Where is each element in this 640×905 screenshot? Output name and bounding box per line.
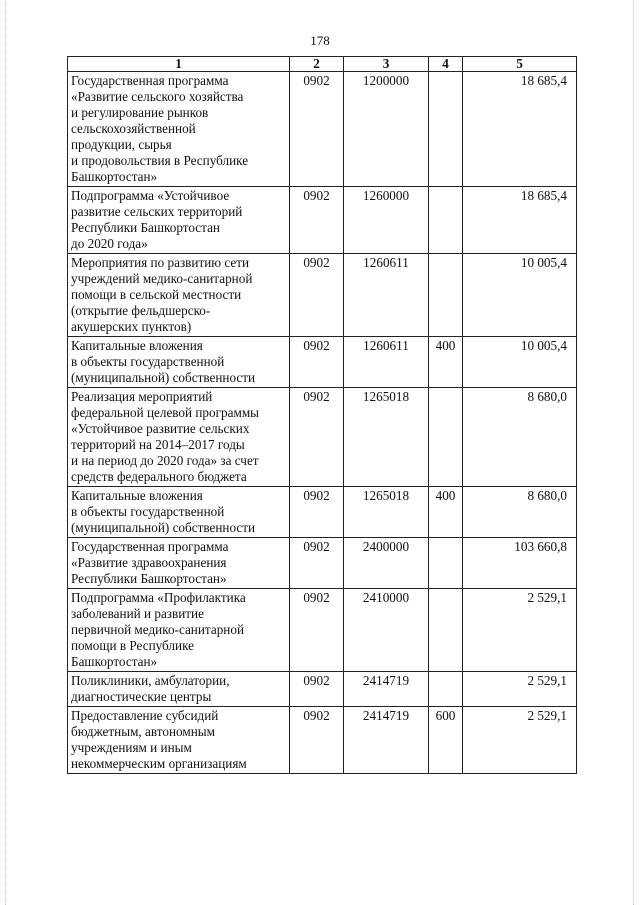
row-name-line: акушерских пунктов) xyxy=(71,319,192,334)
row-type-cell: 600 xyxy=(429,707,463,774)
row-section-cell: 0902 xyxy=(290,707,344,774)
row-name-line: территорий на 2014–2017 годы xyxy=(71,437,245,452)
scan-margin-left xyxy=(5,0,6,905)
row-type-cell xyxy=(429,589,463,672)
row-name-line: Подпрограмма «Устойчивое xyxy=(71,188,230,203)
row-amount-cell: 103 660,8 xyxy=(463,538,577,589)
row-code-cell: 1260000 xyxy=(344,187,429,254)
row-name-cell xyxy=(68,672,290,707)
row-amount-cell: 10 005,4 xyxy=(463,337,577,388)
row-amount-cell: 2 529,1 xyxy=(463,672,577,707)
row-type-cell xyxy=(429,538,463,589)
header-col-3: 3 xyxy=(344,57,429,72)
row-type-cell: 400 xyxy=(429,337,463,388)
row-name-line: (муниципальной) собственности xyxy=(71,520,256,535)
row-name-line: Реализация мероприятий xyxy=(71,389,213,404)
table-row xyxy=(68,187,577,254)
row-name-line: (муниципальной) собственности xyxy=(71,370,256,385)
row-name-cell xyxy=(68,538,290,589)
row-name-cell xyxy=(68,72,290,187)
header-col-5: 5 xyxy=(463,57,577,72)
row-amount-cell: 2 529,1 xyxy=(463,707,577,774)
row-code-cell: 1265018 xyxy=(344,388,429,487)
row-code-cell: 1200000 xyxy=(344,72,429,187)
row-section-cell: 0902 xyxy=(290,337,344,388)
table-row xyxy=(68,538,577,589)
row-section-cell: 0902 xyxy=(290,187,344,254)
row-name-line: диагностические центры xyxy=(71,689,212,704)
row-section-cell: 0902 xyxy=(290,388,344,487)
row-amount-cell: 8 680,0 xyxy=(463,388,577,487)
row-code-cell: 1260611 xyxy=(344,254,429,337)
row-name-line: и продовольствия в Республике xyxy=(71,153,249,168)
row-section-cell: 0902 xyxy=(290,254,344,337)
header-row xyxy=(68,57,577,72)
row-type-cell xyxy=(429,388,463,487)
row-name-line: Капитальные вложения xyxy=(71,488,203,503)
header-col-1: 1 xyxy=(68,57,290,72)
row-name-line: в объекты государственной xyxy=(71,354,225,369)
row-name-cell xyxy=(68,187,290,254)
table-row xyxy=(68,388,577,487)
row-name-line: помощи в сельской местности xyxy=(71,287,242,302)
table-row xyxy=(68,72,577,187)
row-name-line: Предоставление субсидий xyxy=(71,708,219,723)
row-name-line: Государственная программа xyxy=(71,73,229,88)
row-name-line: в объекты государственной xyxy=(71,504,225,519)
row-name-line: Подпрограмма «Профилактика xyxy=(71,590,246,605)
budget-table xyxy=(67,56,577,774)
row-name-line: помощи в Республике xyxy=(71,638,194,653)
table-row xyxy=(68,487,577,538)
row-name-line: учреждениям и иным xyxy=(71,740,192,755)
table-row xyxy=(68,672,577,707)
row-name-line: Башкортостан» xyxy=(71,169,158,184)
row-name-line: Поликлиники, амбулатории, xyxy=(71,673,230,688)
row-amount-cell: 18 685,4 xyxy=(463,72,577,187)
row-type-cell: 400 xyxy=(429,487,463,538)
row-code-cell: 2414719 xyxy=(344,672,429,707)
row-code-cell: 2414719 xyxy=(344,707,429,774)
row-name-cell xyxy=(68,589,290,672)
row-name-line: первичной медико-санитарной xyxy=(71,622,245,637)
row-name-line: и на период до 2020 года» за счет xyxy=(71,453,259,468)
row-amount-cell: 2 529,1 xyxy=(463,589,577,672)
row-name-cell xyxy=(68,487,290,538)
row-section-cell: 0902 xyxy=(290,672,344,707)
row-amount-cell: 18 685,4 xyxy=(463,187,577,254)
row-name-cell xyxy=(68,337,290,388)
table-body xyxy=(68,72,577,774)
row-name-line: Башкортостан» xyxy=(71,654,158,669)
header-col-2: 2 xyxy=(290,57,344,72)
page-number: 178 xyxy=(310,33,330,48)
row-name-cell xyxy=(68,388,290,487)
row-name-cell xyxy=(68,707,290,774)
row-amount-cell: 10 005,4 xyxy=(463,254,577,337)
row-section-cell: 0902 xyxy=(290,538,344,589)
row-name-line: Мероприятия по развитию сети xyxy=(71,255,250,270)
row-type-cell xyxy=(429,672,463,707)
row-code-cell: 2400000 xyxy=(344,538,429,589)
table-row xyxy=(68,254,577,337)
row-name-line: и регулирование рынков xyxy=(71,105,209,120)
row-name-line: продукции, сырья xyxy=(71,137,172,152)
row-name-line: «Развитие здравоохранения xyxy=(71,555,227,570)
row-section-cell: 0902 xyxy=(290,589,344,672)
row-name-line: Государственная программа xyxy=(71,539,229,554)
header-col-4: 4 xyxy=(429,57,463,72)
row-name-line: учреждений медико-санитарной xyxy=(71,271,253,286)
row-name-line: заболеваний и развитие xyxy=(71,606,204,621)
row-name-line: Капитальные вложения xyxy=(71,338,203,353)
row-code-cell: 1260611 xyxy=(344,337,429,388)
row-code-cell: 1265018 xyxy=(344,487,429,538)
row-section-cell: 0902 xyxy=(290,487,344,538)
row-name-line: средств федерального бюджета xyxy=(71,469,247,484)
row-name-line: некоммерческим организациям xyxy=(71,756,247,771)
row-name-line: до 2020 года» xyxy=(71,236,148,251)
row-code-cell: 2410000 xyxy=(344,589,429,672)
row-type-cell xyxy=(429,187,463,254)
row-name-line: Республики Башкортостан» xyxy=(71,571,227,586)
table-row xyxy=(68,707,577,774)
row-name-line: развитие сельских территорий xyxy=(71,204,243,219)
row-name-line: «Устойчивое развитие сельских xyxy=(71,421,250,436)
row-name-line: федеральной целевой программы xyxy=(71,405,260,420)
row-name-line: Республики Башкортостан xyxy=(71,220,220,235)
row-name-line: сельскохозяйственной xyxy=(71,121,196,136)
row-amount-cell: 8 680,0 xyxy=(463,487,577,538)
row-type-cell xyxy=(429,72,463,187)
scan-margin-right xyxy=(633,0,634,905)
row-name-line: (открытие фельдшерско- xyxy=(71,303,211,318)
row-section-cell: 0902 xyxy=(290,72,344,187)
row-name-line: «Развитие сельского хозяйства xyxy=(71,89,244,104)
row-type-cell xyxy=(429,254,463,337)
row-name-cell xyxy=(68,254,290,337)
table-row xyxy=(68,589,577,672)
table-row xyxy=(68,337,577,388)
row-name-line: бюджетным, автономным xyxy=(71,724,215,739)
